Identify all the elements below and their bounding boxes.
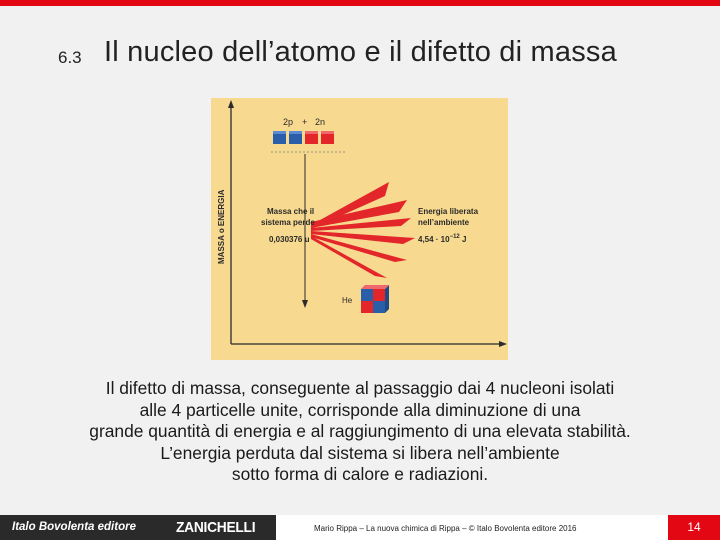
y-axis-arrow bbox=[228, 100, 234, 108]
isolated-nucleons bbox=[273, 131, 334, 144]
energy-label-line1: Energia liberata bbox=[418, 207, 479, 216]
caption-line: sotto forma di calore e radiazioni. bbox=[231, 464, 489, 485]
energy-value bbox=[418, 234, 466, 244]
mass-lost-value: 0,030376 u bbox=[269, 235, 310, 244]
slide-header bbox=[0, 36, 720, 76]
helium-nucleus-icon bbox=[361, 285, 389, 313]
mass-lost-label-line1: Massa che il bbox=[267, 207, 315, 216]
caption-line: grande quantità di energia e al raggiungimento di una elevata stabilità. bbox=[89, 421, 631, 442]
slide-title: Il nucleo dell’atomo e il difetto di massa bbox=[104, 36, 617, 68]
plus-sign: + bbox=[302, 117, 308, 127]
energy-value-exponent: −12 bbox=[449, 234, 460, 240]
helium-label: He bbox=[342, 296, 353, 305]
x-axis-arrow bbox=[499, 341, 507, 347]
logo-text: ZANICHELLI bbox=[176, 519, 256, 536]
caption-line: Il difetto di massa, conseguente al passaggio dai 4 nucleoni isolati bbox=[105, 378, 615, 398]
nucleon-cube-top bbox=[305, 131, 318, 134]
nucleon-cube-top bbox=[273, 131, 286, 134]
footer-credit: Mario Rippa – La nuova chimica di Rippa – © Italo Bovolenta editore 2016 bbox=[314, 524, 577, 533]
publisher-name: Italo Bovolenta editore bbox=[12, 521, 136, 533]
nucleon-cube-top bbox=[289, 131, 302, 134]
diagram-svg bbox=[211, 98, 508, 360]
footer-publisher-block bbox=[0, 515, 276, 540]
top-accent-bar bbox=[0, 0, 720, 6]
caption-line: L’energia perduta dal sistema si libera nell’ambiente bbox=[160, 442, 560, 463]
nucleon-cube-top bbox=[321, 131, 334, 134]
energy-value-prefix: 4,54 · 10 bbox=[418, 235, 450, 244]
page-number-box bbox=[668, 515, 720, 540]
energy-label-line2: nell’ambiente bbox=[418, 218, 470, 227]
mass-defect-diagram bbox=[211, 98, 508, 360]
protons-label: 2p bbox=[283, 117, 294, 127]
caption bbox=[30, 378, 690, 486]
mass-lost-label-line2: sistema perde bbox=[261, 218, 315, 227]
energy-burst-icon bbox=[311, 182, 415, 278]
neutrons-label: 2n bbox=[315, 117, 326, 127]
footer bbox=[0, 515, 720, 540]
y-axis-label: MASSA o ENERGIA bbox=[217, 189, 226, 264]
page-number: 14 bbox=[687, 520, 701, 534]
energy-value-unit: J bbox=[459, 235, 467, 244]
zanichelli-logo bbox=[172, 517, 268, 538]
mass-loss-arrowhead bbox=[302, 300, 308, 308]
caption-line: alle 4 particelle unite, corrisponde alla diminuzione di una bbox=[139, 399, 581, 420]
section-number: 6.3 bbox=[58, 48, 82, 67]
